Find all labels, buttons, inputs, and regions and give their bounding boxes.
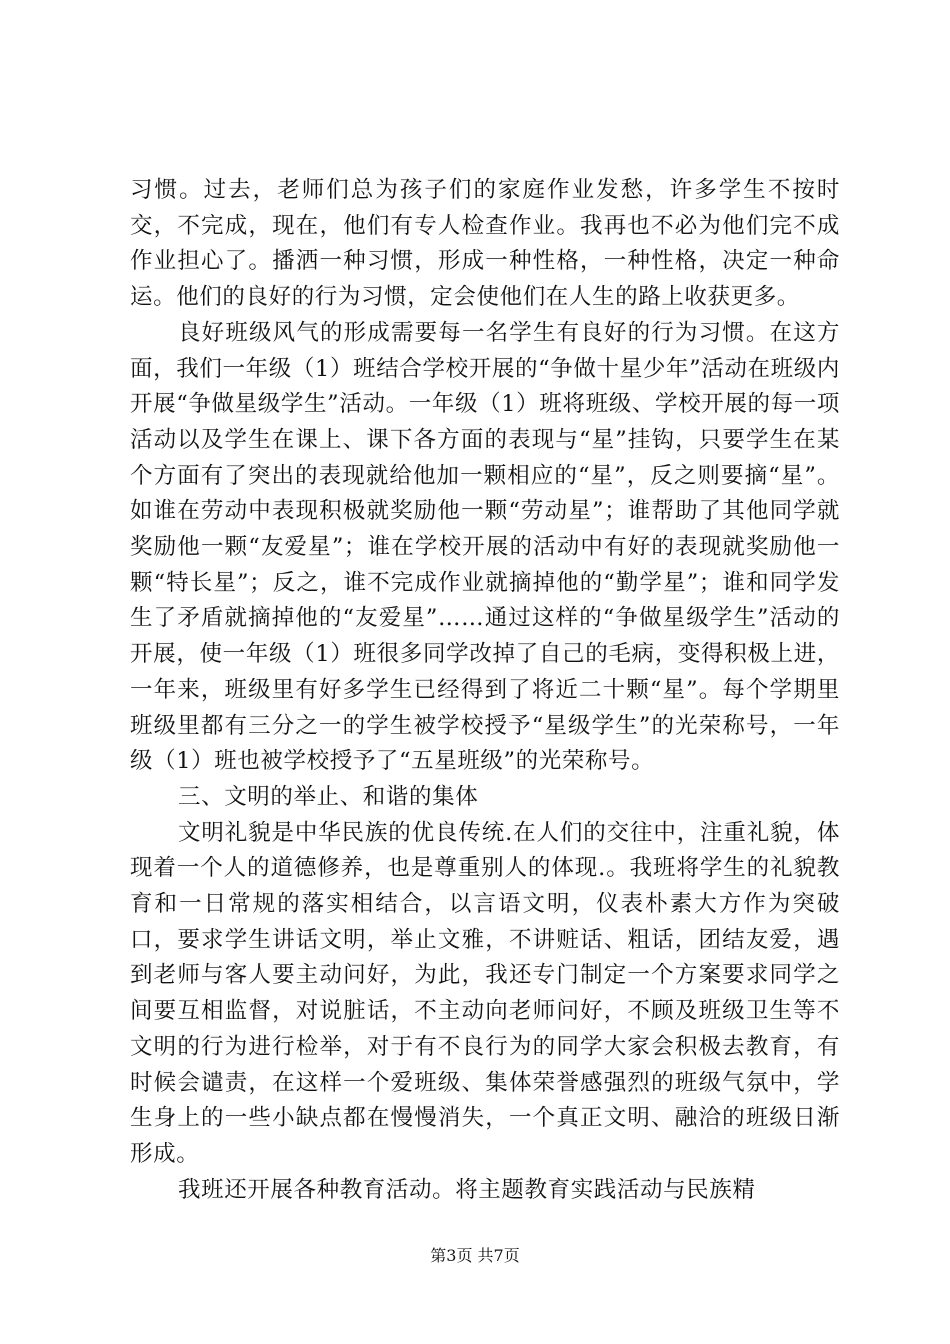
page-indicator: 第3页 共7页 bbox=[430, 1246, 520, 1265]
paragraph-star-students: 良好班级风气的形成需要每一名学生有良好的行为习惯。在这方面，我们一年级（1）班结合学校开展的“争做十星少年”活动在班级内开展“争做星级学生”活动。一年级（1）班将班级、学校开展的每一项活动以及学生在课上、课下各方面的表现与“星”挂钩，只要学生在某个方面有了突出的表现就给他加一颗相应的“星”，反之则要摘“星”。如谁在劳动中表现积极就奖励他一颗“劳动星”；谁帮助了其他同学就奖励他一颗“友爱星”；谁在学校开展的活动中有好的表现就奖励他一颗“特长星”；反之，谁不完成作业就摘掉他的“勤学星”；谁和同学发生了矛盾就摘掉他的“友爱星”……通过这样的“争做星级学生”活动的开展，使一年级（1）班很多同学改掉了自己的毛病，变得积极上进，一年来，班级里有好多学生已经得到了将近二十颗“星”。每个学期里班级里都有三分之一的学生被学校授予“星级学生”的光荣称号，一年级（1）班也被学校授予了“五星班级”的光荣称号。 bbox=[130, 319, 840, 775]
paragraph-habits-continued: 习惯。过去，老师们总为孩子们的家庭作业发愁，许多学生不按时交，不完成，现在，他们有专人检查作业。我再也不必为他们完不成作业担心了。播洒一种习惯，形成一种性格，一种性格，决定一种命运。他们的良好的行为习惯，定会使他们在人生的路上收获更多。 bbox=[130, 177, 840, 311]
paragraph-civility: 文明礼貌是中华民族的优良传统.在人们的交往中，注重礼貌，体现着一个人的道德修养，也是尊重别人的体现.。我班将学生的礼貌教育和一日常规的落实相结合，以言语文明，仪表朴素大方作为突破口，要求学生讲话文明，举止文雅，不讲赃话、粗话，团结友爱，遇到老师与客人要主动问好，为此，我还专门制定一个方案要求同学之间要互相监督，对说脏话，不主动向老师问好，不顾及班级卫生等不文明的行为进行检举，对于有不良行为的同学大家会积极去教育，有时候会谴责，在这样一个爱班级、集体荣誉感强烈的班级气氛中，学生身上的一些小缺点都在慢慢消失，一个真正文明、融洽的班级日渐形成。 bbox=[130, 819, 840, 1167]
document-body bbox=[130, 173, 840, 1208]
section-heading: 三、文明的举止、和谐的集体 bbox=[178, 783, 479, 810]
paragraph-activities: 我班还开展各种教育活动。将主题教育实践活动与民族精 bbox=[178, 1176, 756, 1203]
